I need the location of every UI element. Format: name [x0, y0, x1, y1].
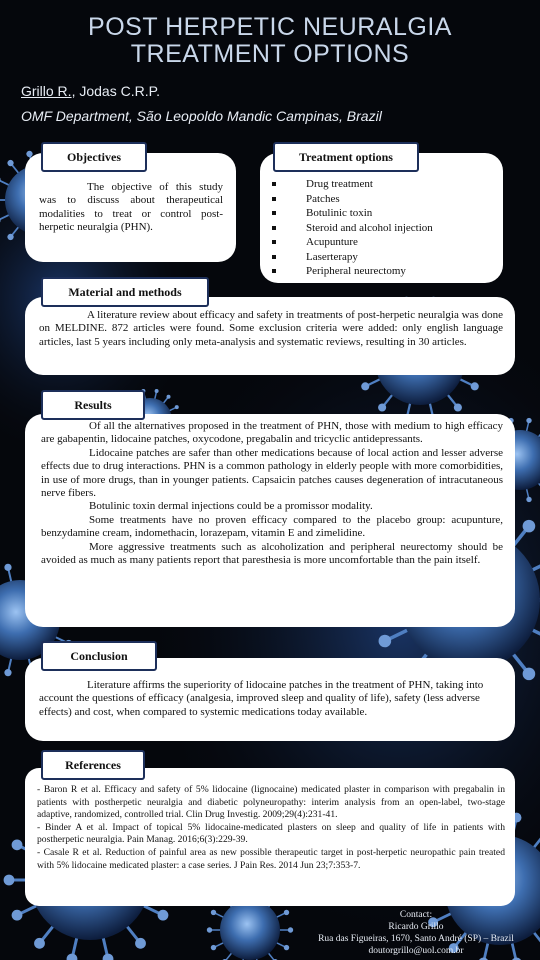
contact-name: Ricardo Grillo — [388, 922, 444, 932]
conclusion-text: Literature affirms the superiority of lidocaine patches in the treatment of PHN, taking into account the questions of efficacy (analgesia, improved sleep and quality of life), safety (less adverse effects) and cost, when compared to systemic medications today available. — [39, 679, 484, 718]
first-author: Grillo R. — [21, 83, 72, 99]
affiliation: OMF Department, São Leopoldo Mandic Campinas, Brazil — [21, 108, 382, 124]
treatment-option-item: Acupunture — [268, 235, 496, 250]
reference-item: - Casale R et al. Reduction of painful area as new possible therapeutic target in post-herpetic neuropathic pain treated with 5% lidocaine medicated plaster: a case series. J Pain Res. 2014 Jun 23;7:353-7. — [37, 846, 505, 871]
results-paragraph: More aggressive treatments such as alcoholization and peripheral neurectomy should be avoided as much as many patients report that paresthesia is more uncomfortable than the pain itself. — [41, 540, 503, 567]
results-paragraph: Some treatments have no proven efficacy compared to the placebo group: acupunture, benzydamine cream, indomethacin, lorazepam, vitamin E and zimelidine. — [41, 513, 503, 540]
results-paragraph: Lidocaine patches are safer than other medications because of local action and lesser adverse effects due to drug interactions. PHN is a common pathology in elderly people with more comorbidities, in use of more drugs, than in younger patients. Capsaicin patches causes degeneration of intracutaneous nerve fibers. — [41, 446, 503, 500]
conclusion-label: Conclusion — [41, 641, 157, 671]
objectives-label: Objectives — [41, 142, 147, 172]
contact-email: doutorgrillo@uol.com.br — [368, 946, 464, 956]
reference-item: - Binder A et al. Impact of topical 5% lidocaine-medicated plasters on sleep and quality of life in patients with postherpetic neuralgia. Pain Manag. 2016;6(3):229-39. — [37, 821, 505, 846]
contact-address: Rua das Figueiras, 1670, Santo André (SP) – Brazil — [318, 934, 514, 944]
results-paragraph: Of all the alternatives proposed in the treatment of PHN, those with medium to high efficacy are gabapentin, lidocaine patches, oxycodone, pregabalin and tricyclic antidepressants. — [41, 420, 503, 446]
title-line-1: POST HERPETIC NEURALGIA — [88, 13, 452, 41]
results-text — [41, 420, 503, 567]
treatment-option-item: Laserterapy — [268, 250, 496, 265]
title-line-2: TREATMENT OPTIONS — [130, 40, 410, 68]
contact-heading: Contact: — [399, 910, 433, 920]
authors — [21, 83, 160, 99]
methods-box — [25, 297, 515, 375]
treatment-options-box — [260, 153, 503, 283]
treatment-option-item: Steroid and alcohol injection — [268, 221, 496, 236]
methods-text: A literature review about efficacy and safety in treatments of post-herpetic neuralgia was done on MELDINE. 872 articles were found. Some exclusion criteria were added: only english language articles, last 5 years including only meta-analysis and systematic reviews, resulting in 30 articles. — [39, 309, 503, 348]
poster-title — [0, 14, 540, 68]
treatment-option-item: Patches — [268, 192, 496, 207]
treatment-option-item: Peripheral neurectomy — [268, 264, 496, 279]
co-authors: , Jodas C.R.P. — [71, 83, 161, 99]
treatment-options-list — [268, 177, 496, 279]
results-paragraph: Botulinic toxin dermal injections could be a promissor modality. — [89, 500, 373, 513]
contact-block — [300, 909, 532, 957]
reference-item: - Baron R et al. Efficacy and safety of 5% lidocaine (lignocaine) medicated plaster in comparison with pregabalin in patients with postherpetic neuralgia and diabetic polyneuropathy: interim analysis from an open-label, two-stage adaptive, randomized, controlled trial. Clin Drug Investig. 2009;29(4):231-41. — [37, 784, 505, 821]
references-list — [37, 784, 505, 872]
objectives-text: The objective of this study was to discuss about therapeutical modalities to treat or control post-herpetic neuralgia (PHN). — [39, 181, 223, 234]
methods-label: Material and methods — [41, 277, 209, 307]
references-label: References — [41, 750, 145, 780]
results-label: Results — [41, 390, 145, 420]
references-box — [25, 768, 515, 906]
treatment-options-label: Treatment options — [273, 142, 419, 172]
treatment-option-item: Drug treatment — [268, 177, 496, 192]
results-box — [25, 414, 515, 627]
treatment-option-item: Botulinic toxin — [268, 206, 496, 221]
